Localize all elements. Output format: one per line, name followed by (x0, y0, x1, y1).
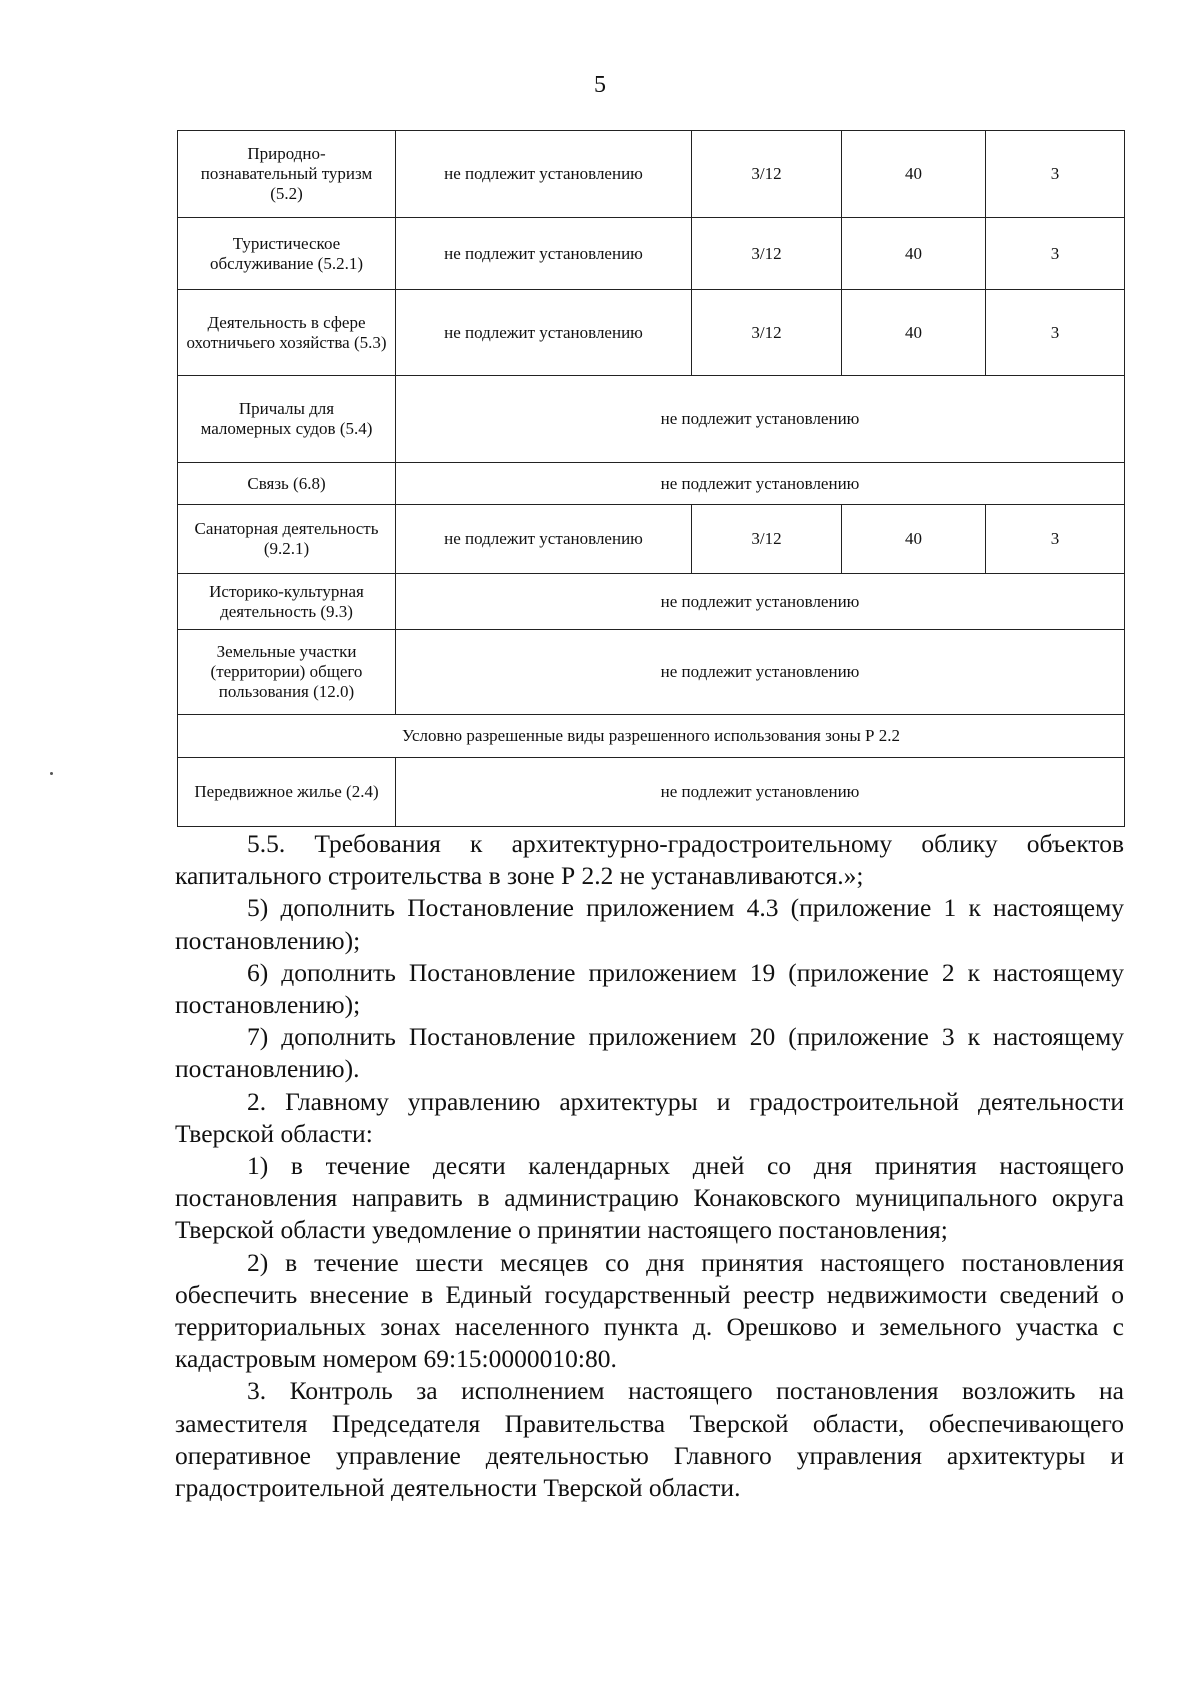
paragraph: 1) в течение десяти календарных дней со дня принятия настоящего постановления направить в администрацию Конаковского муниципального округа Тверской области уведомление о принятии настоящего постановления; (175, 1151, 1124, 1245)
table-row (178, 505, 1125, 574)
paragraph: 2) в течение шести месяцев со дня принятия настоящего постановления обеспечить внесение в Единый государственный реестр недвижимости сведений о территориальных зонах населенного пункта д. Орешково и земельного участка с кадастровым номером 69:15:0000010:80. (175, 1247, 1124, 1374)
table-cell-merged: не подлежит установлению (396, 463, 1125, 505)
table-cell: 40 (842, 218, 986, 290)
table-cell: 40 (842, 131, 986, 218)
table-cell-merged: не подлежит установлению (396, 758, 1125, 827)
table-cell-merged: не подлежит установлению (396, 630, 1125, 715)
table-row (178, 463, 1125, 505)
table-row (178, 218, 1125, 290)
table-cell: 3/12 (692, 505, 842, 574)
paragraph: 5.5. Требования к архитектурно-градостроительному облику объектов капитального строительства в зоне Р 2.2 не устанавливаются.»; (175, 829, 1124, 891)
paragraph: 6) дополнить Постановление приложением 19 (приложение 2 к настоящему постановлению); (175, 957, 1124, 1020)
use-type-cell: Связь (6.8) (178, 463, 396, 505)
paragraph: 7) дополнить Постановление приложением 20 (приложение 3 к настоящему постановлению). (175, 1022, 1124, 1084)
scan-speck (50, 772, 53, 775)
use-type-cell: Историко-культурная деятельность (9.3) (178, 574, 396, 630)
table-cell-merged: не подлежит установлению (396, 574, 1125, 630)
table-cell: 40 (842, 290, 986, 376)
table-cell: не подлежит установлению (396, 290, 692, 376)
zone-regulations-table (177, 130, 1125, 827)
table-row (178, 376, 1125, 463)
table-row (178, 574, 1125, 630)
document-body (175, 828, 1124, 1504)
paragraph: 2. Главному управлению архитектуры и градостроительной деятельности Тверской области: (175, 1086, 1124, 1148)
table-cell: 3/12 (692, 131, 842, 218)
table-cell: 40 (842, 505, 986, 574)
use-type-cell: Причалы для маломерных судов (5.4) (178, 376, 396, 463)
table-cell: 3/12 (692, 290, 842, 376)
table-cell: не подлежит установлению (396, 505, 692, 574)
use-type-cell: Санаторная деятельность (9.2.1) (178, 505, 396, 574)
table-cell: 3/12 (692, 218, 842, 290)
table-row (178, 131, 1125, 218)
table-section-row (178, 715, 1125, 758)
table-cell: 3 (986, 218, 1125, 290)
table-row (178, 630, 1125, 715)
use-type-cell: Деятельность в сфере охотничьего хозяйства (5.3) (178, 290, 396, 376)
paragraph: 5) дополнить Постановление приложением 4.3 (приложение 1 к настоящему постановлению); (175, 893, 1124, 955)
table-cell: не подлежит установлению (396, 218, 692, 290)
page-number: 5 (594, 72, 606, 98)
use-type-cell: Природно-познавательный туризм (5.2) (178, 131, 396, 218)
table-row (178, 758, 1125, 827)
use-type-cell: Земельные участки (территории) общего пользования (12.0) (178, 630, 396, 715)
section-heading-cell: Условно разрешенные виды разрешенного использования зоны Р 2.2 (178, 715, 1125, 758)
table-cell-merged: не подлежит установлению (396, 376, 1125, 463)
table-cell: 3 (986, 505, 1125, 574)
paragraph: 3. Контроль за исполнением настоящего постановления возложить на заместителя Председателя Правительства Тверской области, обеспечивающего оперативное управление деятельностью Главного управления архитектуры и градостроительной деятельности Тверской области. (175, 1376, 1124, 1503)
use-type-cell: Туристическое обслуживание (5.2.1) (178, 218, 396, 290)
table-row (178, 290, 1125, 376)
table-cell: 3 (986, 131, 1125, 218)
table-cell: не подлежит установлению (396, 131, 692, 218)
table-cell: 3 (986, 290, 1125, 376)
use-type-cell: Передвижное жилье (2.4) (178, 758, 396, 827)
